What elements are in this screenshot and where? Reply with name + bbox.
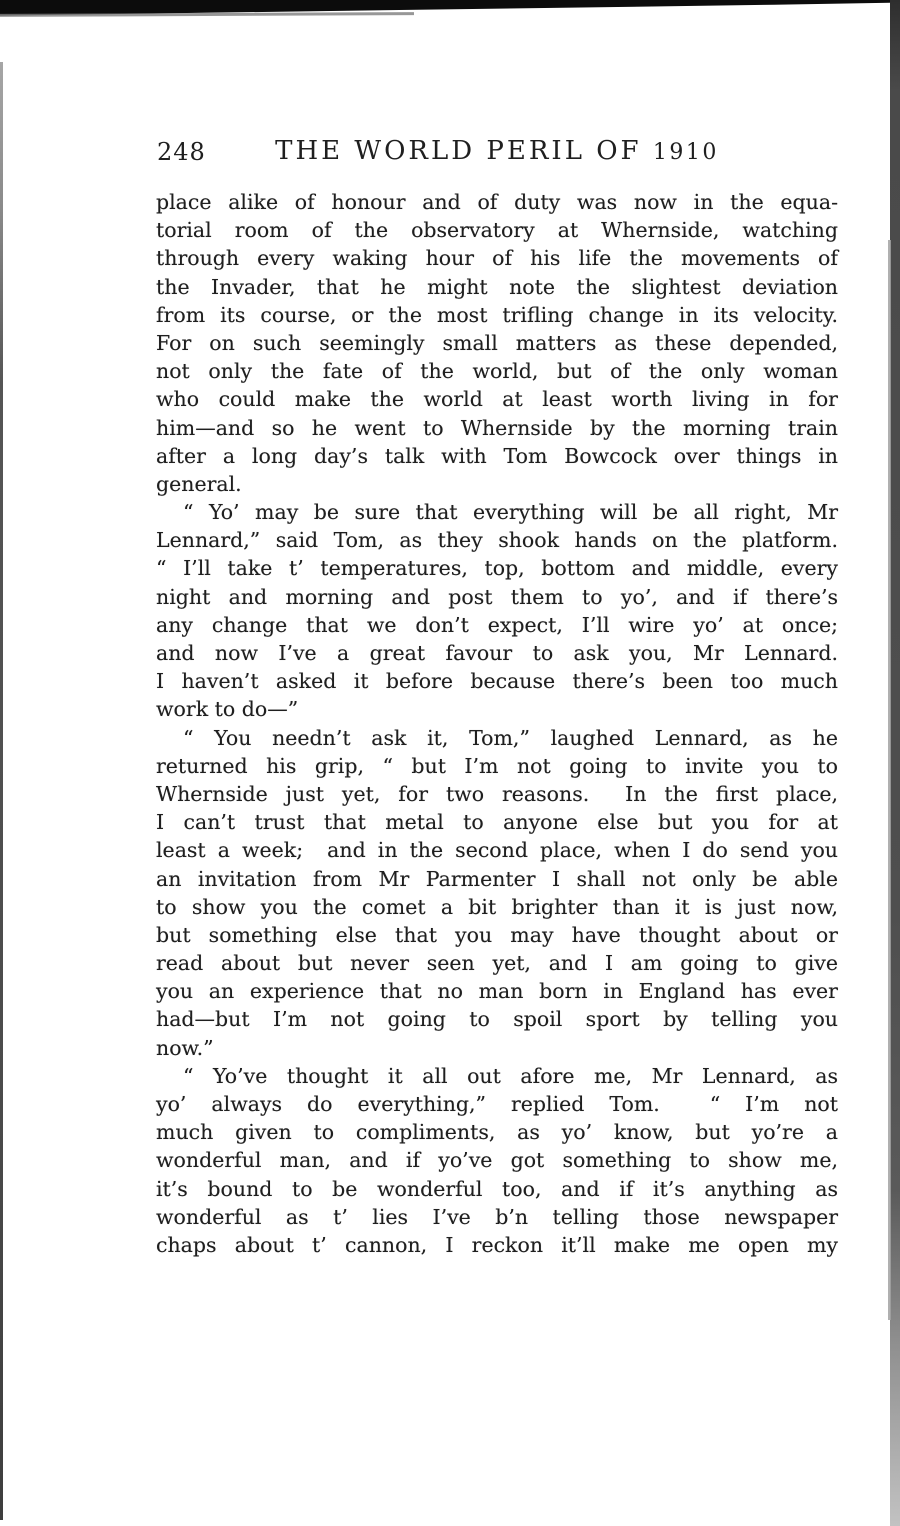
text-line: Lennard,” said Tom, as they shook hands on the platform.: [156, 528, 838, 553]
running-title: [275, 136, 719, 166]
text-line: “ Yo’ve thought it all out afore me, Mr Lennard, as: [183, 1063, 838, 1088]
text-line: wonderful as t’ lies I’ve b’n telling those newspaper: [156, 1204, 838, 1229]
text-line: torial room of the observatory at Whernside, watching: [156, 218, 838, 243]
text-line: Whernside just yet, for two reasons. In the first place,: [156, 781, 838, 806]
body-text: [156, 188, 838, 1259]
right-edge-highlight: [888, 240, 891, 1320]
text-line: “ Yo’ may be sure that everything will be all right, Mr: [183, 500, 838, 525]
paragraph: [156, 498, 838, 724]
text-line: had—but I’m not going to spoil sport by telling you: [156, 1007, 838, 1032]
text-line: through every waking hour of his life the movements of: [156, 246, 838, 271]
text-line: I can’t trust that metal to anyone else but you for at: [156, 810, 838, 835]
text-line: to show you the comet a bit brighter than it is just now,: [156, 894, 838, 919]
text-line: who could make the world at least worth living in for: [156, 387, 838, 412]
text-line: “ You needn’t ask it, Tom,” laughed Lennard, as he: [183, 725, 838, 750]
right-edge-scan-artifact: [890, 0, 900, 1526]
text-line: the Invader, that he might note the slightest deviation: [156, 274, 838, 299]
text-line: any change that we don’t expect, I’ll wire yo’ at once;: [156, 612, 838, 637]
text-line: after a long day’s talk with Tom Bowcock over things in: [156, 443, 838, 468]
paragraph: [156, 1062, 838, 1259]
text-line: but something else that you may have thought about or: [156, 922, 838, 947]
text-line: wonderful man, and if yo’ve got something to show me,: [156, 1148, 838, 1173]
left-edge-scan-artifact: [0, 62, 3, 1520]
text-line: returned his grip, “ but I’m not going to invite you to: [156, 753, 838, 778]
running-title-year: 1910: [652, 140, 719, 165]
text-line: night and morning and post them to yo’, and if there’s: [156, 584, 838, 609]
text-line: it’s bound to be wonderful too, and if it’s anything as: [156, 1176, 838, 1201]
text-line: I haven’t asked it before because there’s been too much: [156, 669, 838, 694]
text-line: and now I’ve a great favour to ask you, Mr Lennard.: [156, 641, 838, 665]
text-line: him—and so he went to Whernside by the morning train: [156, 415, 838, 440]
page-number: 248: [157, 138, 206, 166]
text-line: an invitation from Mr Parmenter I shall not only be able: [156, 866, 838, 891]
text-line: place alike of honour and of duty was now in the equa-: [156, 190, 838, 214]
running-title-text: THE WORLD PERIL OF: [275, 136, 642, 166]
text-line: not only the fate of the world, but of the only woman: [156, 359, 838, 384]
text-line: chaps about t’ cannon, I reckon it’ll make me open my: [156, 1232, 838, 1257]
text-line: For on such seemingly small matters as these depended,: [156, 330, 838, 355]
text-line: least a week; and in the second place, when I do send you: [156, 838, 838, 863]
paragraph: [156, 188, 838, 498]
text-line: yo’ always do everything,” replied Tom. “ I’m not: [156, 1092, 838, 1116]
text-line: “ I’ll take t’ temperatures, top, bottom and middle, every: [156, 556, 838, 581]
top-edge-shadow-line: [0, 12, 414, 17]
text-line: read about but never seen yet, and I am going to give: [156, 951, 838, 976]
text-line: now.”: [156, 1035, 214, 1060]
text-line: from its course, or the most trifling change in its velocity.: [156, 302, 838, 327]
text-line: general.: [156, 471, 242, 496]
text-line: you an experience that no man born in England has ever: [156, 979, 838, 1004]
paragraph: [156, 724, 838, 1062]
text-line: work to do—”: [156, 697, 299, 722]
text-line: much given to compliments, as yo’ know, but yo’re a: [156, 1120, 838, 1145]
bottom-edge-scan-artifact: [0, 1512, 900, 1526]
